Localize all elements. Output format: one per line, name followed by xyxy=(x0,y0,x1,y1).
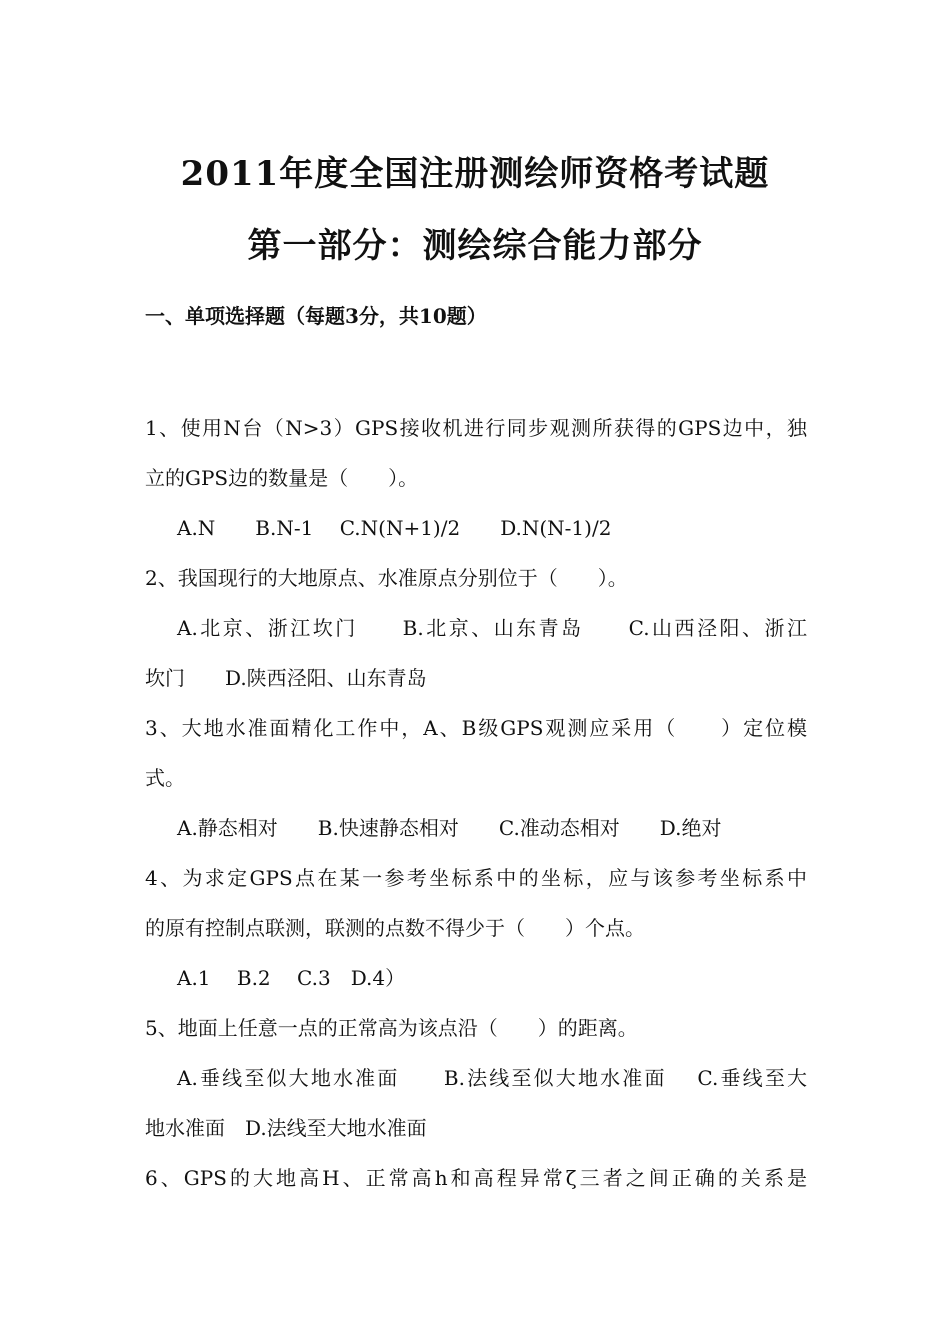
page-subtitle: 第一部分：测绘综合能力部分 xyxy=(247,226,703,266)
question-4-line-2: 的原有控制点联测，联测的点数不得少于（ ）个点。 xyxy=(145,916,645,940)
question-2-line-1: 2、我国现行的大地原点、水准原点分别位于（ ）。 xyxy=(145,566,628,590)
question-5-line-1: 5、地面上任意一点的正常高为该点沿（ ）的距离。 xyxy=(145,1016,638,1040)
question-4-line-1: 4、为求定GPS点在某一参考坐标系中的坐标，应与该参考坐标系中 xyxy=(145,866,807,890)
question-3-line-1: 3、大地水准面精化工作中，A、B级GPS观测应采用（ ）定位模 xyxy=(145,716,807,740)
section-heading: 一、单项选择题（每题3分，共10题） xyxy=(145,304,487,328)
question-3-line-2: 式。 xyxy=(145,766,185,790)
question-5-options-line-2: 地水准面 D.法线至大地水准面 xyxy=(145,1116,427,1140)
question-6-line-1: 6、GPS的大地高H、正常高h和高程异常ζ三者之间正确的关系是 xyxy=(145,1166,807,1190)
question-1-line-2: 立的GPS边的数量是（ ）。 xyxy=(145,466,419,490)
question-2-options-line-1: A.北京、浙江坎门 B.北京、山东青岛 C.山西泾阳、浙江 xyxy=(177,616,807,640)
question-4-options: A.1 B.2 C.3 D.4） xyxy=(177,966,406,990)
question-1-options: A.N B.N-1 C.N(N+1)/2 D.N(N-1)/2 xyxy=(177,516,612,540)
question-3-options: A.静态相对 B.快速静态相对 C.准动态相对 D.绝对 xyxy=(177,816,722,840)
question-1-line-1: 1、使用N台（N>3）GPS接收机进行同步观测所获得的GPS边中，独 xyxy=(145,416,807,440)
question-5-options-line-1: A.垂线至似大地水准面 B.法线至似大地水准面 C.垂线至大 xyxy=(177,1066,807,1090)
question-2-options-line-2: 坎门 D.陕西泾阳、山东青岛 xyxy=(145,666,427,690)
page-title: 2011年度全国注册测绘师资格考试题 xyxy=(180,154,770,194)
